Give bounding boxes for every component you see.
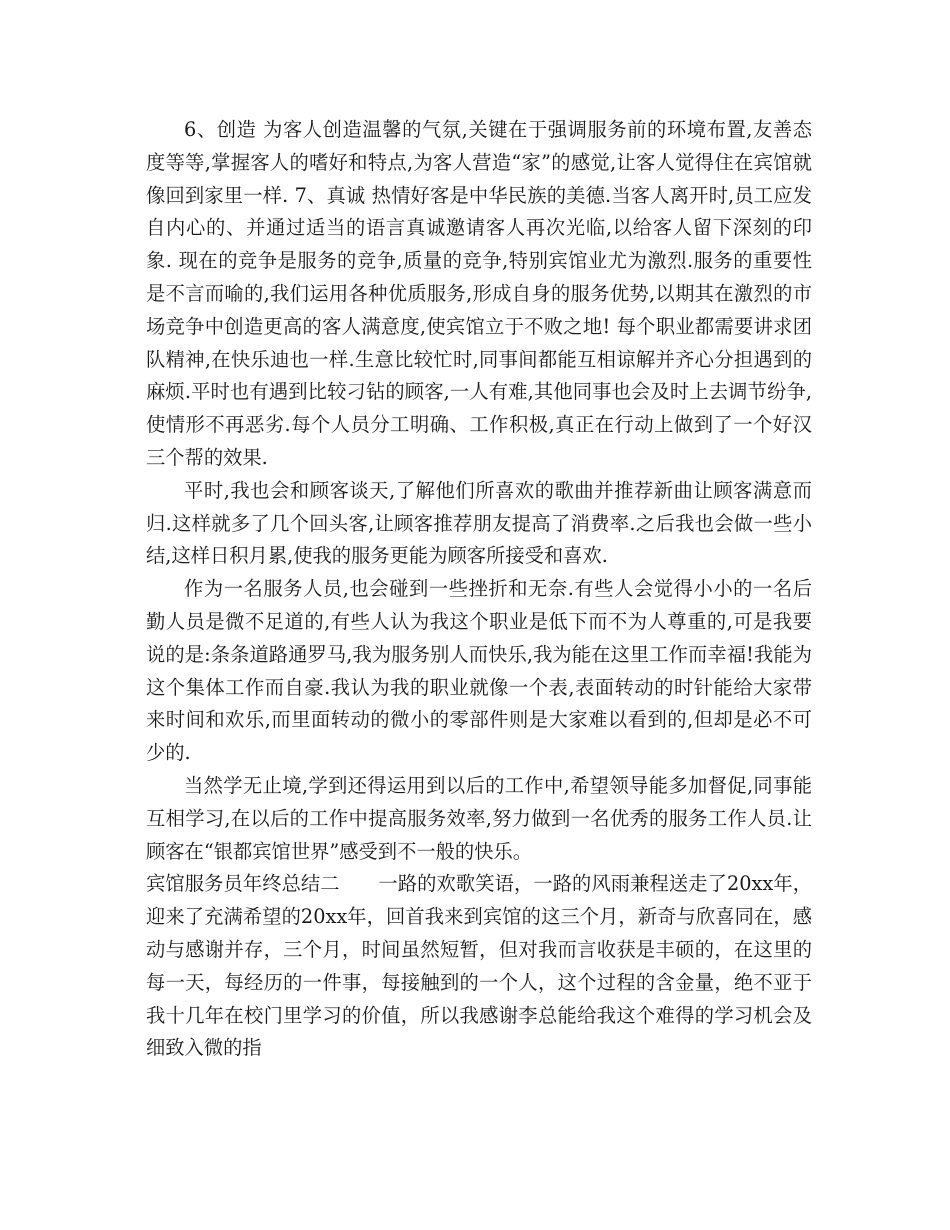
paragraph-year-end-summary-two: 宾馆服务员年终总结二 一路的欢歌笑语，一路的风雨兼程送走了20xx年，迎来了充满希望的20xx年，回首我来到宾馆的这三个月，新奇与欣喜同在，感动与感谢并存，三个月，时间虽然短暂，但对我而言收获是丰硕的，在这里的每一天，每经历的一件事，每接触到的一个人，这个过程的含金量，绝不亚于我十几年在校门里学习的价值，所以我感谢李总能给我这个难得的学习机会及细致入微的指 <box>146 872 812 1060</box>
document-page <box>146 114 812 1065</box>
paragraph-chatting-with-customers: 平时,我也会和顾客谈天,了解他们所喜欢的歌曲并推荐新曲让顾客满意而归.这样就多了几个回头客,让顾客推荐朋友提高了消费率.之后我也会做一些小结,这样日积月累,使我的服务更能为顾客所接受和喜欢. <box>146 478 812 568</box>
paragraph-continuous-learning: 当然学无止境,学到还得运用到以后的工作中,希望领导能多加督促,同事能互相学习,在以后的工作中提高服务效率,努力做到一名优秀的服务工作人员.让顾客在“银都宾馆世界”感受到不一般的快乐。 <box>146 773 812 863</box>
paragraph-setbacks-and-pride: 作为一名服务人员,也会碰到一些挫折和无奈.有些人会觉得小小的一名后勤人员是微不足道的,有些人认为我这个职业是低下而不为人尊重的,可是我要说的是:条条道路通罗马,我为服务别人而快乐,我为能在这里工作而幸福!我能为这个集体工作而自豪.我认为我的职业就像一个表,表面转动的时针能给大家带来时间和欢乐,而里面转动的微小的零部件则是大家难以看到的,但却是必不可少的. <box>146 577 812 765</box>
paragraph-service-principles: 6、创造 为客人创造温馨的气氛,关键在于强调服务前的环境布置,友善态度等等,掌握客人的嗜好和特点,为客人营造“家”的感觉,让客人觉得住在宾馆就像回到家里一样. 7、真诚 热情好客是中华民族的美德.当客人离开时,员工应发自内心的、并通过适当的语言真诚邀请客人再次光临,以给客人留下深刻的印象. 现在的竞争是服务的竞争,质量的竞争,特别宾馆业尤为激烈.服务的重要性是不言而喻的,我们运用各种优质服务,形成自身的服务优势,以期其在激烈的市场竞争中创造更高的客人满意度,使宾馆立于不败之地! 每个职业都需要讲求团队精神,在快乐迪也一样.生意比较忙时,同事间都能互相谅解并齐心分担遇到的麻烦.平时也有遇到比较刁钻的顾客,一人有难,其他同事也会及时上去调节纷争,使情形不再恶劣.每个人员分工明确、工作积极,真正在行动上做到了一个好汉三个帮的效果. <box>146 118 812 469</box>
